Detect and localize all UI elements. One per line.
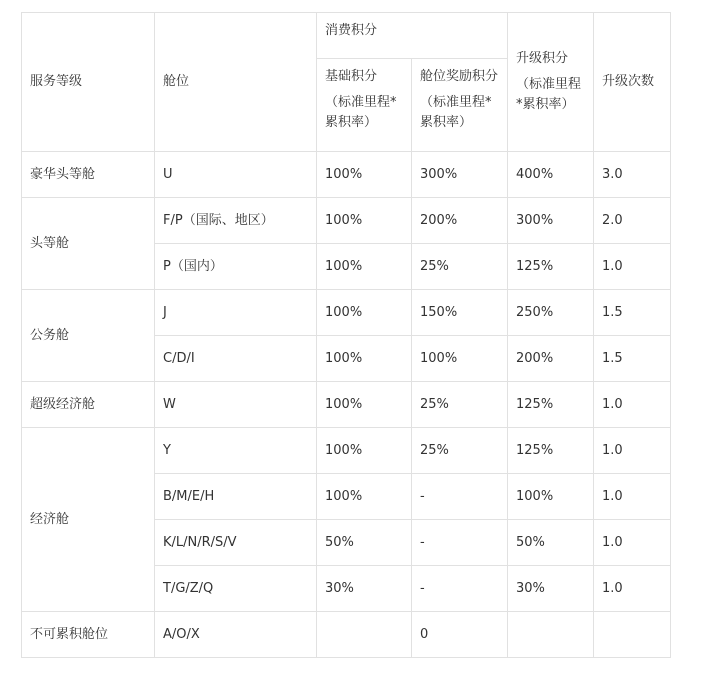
service-level-cell: 公务舱 <box>22 290 155 382</box>
base-points-cell: 100% <box>317 428 412 474</box>
cabin-cell: P（国内） <box>155 244 317 290</box>
base-points-note: （标准里程*累积率） <box>325 95 397 130</box>
upgrade-count-cell: 1.0 <box>594 382 671 428</box>
cabin-cell: A/O/X <box>155 612 317 658</box>
cabin-cell: U <box>155 152 317 198</box>
upgrade-points-cell <box>508 612 594 658</box>
table-row <box>22 152 671 198</box>
upgrade-count-cell <box>594 612 671 658</box>
upgrade-count-cell: 1.0 <box>594 244 671 290</box>
base-points-cell: 50% <box>317 520 412 566</box>
upgrade-points-label: 升级积分 <box>516 51 569 66</box>
upgrade-points-cell: 100% <box>508 474 594 520</box>
base-points-cell <box>317 612 412 658</box>
cabin-bonus-cell: 100% <box>412 336 508 382</box>
service-level-cell: 超级经济舱 <box>22 382 155 428</box>
upgrade-count-cell: 1.5 <box>594 336 671 382</box>
cabin-cell: Y <box>155 428 317 474</box>
base-points-cell: 100% <box>317 382 412 428</box>
table-row <box>22 290 671 336</box>
header-upgrade-count: 升级次数 <box>594 13 671 152</box>
upgrade-points-cell: 125% <box>508 428 594 474</box>
cabin-bonus-cell: 200% <box>412 198 508 244</box>
cabin-cell: C/D/I <box>155 336 317 382</box>
service-level-cell: 豪华头等舱 <box>22 152 155 198</box>
cabin-bonus-cell: 25% <box>412 428 508 474</box>
upgrade-points-cell: 30% <box>508 566 594 612</box>
cabin-cell: F/P（国际、地区） <box>155 198 317 244</box>
upgrade-count-cell: 1.5 <box>594 290 671 336</box>
upgrade-points-cell: 50% <box>508 520 594 566</box>
points-accrual-table <box>21 12 671 658</box>
upgrade-count-cell: 3.0 <box>594 152 671 198</box>
service-level-cell: 不可累积舱位 <box>22 612 155 658</box>
service-level-cell: 头等舱 <box>22 198 155 290</box>
upgrade-count-cell: 1.0 <box>594 474 671 520</box>
header-row-top <box>22 13 671 59</box>
cabin-bonus-cell: - <box>412 566 508 612</box>
upgrade-points-cell: 125% <box>508 244 594 290</box>
base-points-cell: 100% <box>317 152 412 198</box>
header-base-points <box>317 59 412 152</box>
cabin-bonus-cell: 0 <box>412 612 508 658</box>
cabin-bonus-note: （标准里程*累积率） <box>420 95 492 130</box>
upgrade-points-cell: 250% <box>508 290 594 336</box>
base-points-cell: 100% <box>317 474 412 520</box>
cabin-bonus-label: 舱位奖励积分 <box>420 69 499 84</box>
cabin-cell: J <box>155 290 317 336</box>
header-upgrade-points <box>508 13 594 152</box>
upgrade-points-cell: 400% <box>508 152 594 198</box>
base-points-cell: 30% <box>317 566 412 612</box>
cabin-cell: B/M/E/H <box>155 474 317 520</box>
table-row <box>22 428 671 474</box>
upgrade-count-cell: 1.0 <box>594 520 671 566</box>
cabin-bonus-cell: 25% <box>412 382 508 428</box>
upgrade-points-cell: 125% <box>508 382 594 428</box>
base-points-cell: 100% <box>317 198 412 244</box>
header-cabin: 舱位 <box>155 13 317 152</box>
service-level-cell: 经济舱 <box>22 428 155 612</box>
base-points-label: 基础积分 <box>325 69 378 84</box>
base-points-cell: 100% <box>317 336 412 382</box>
cabin-bonus-cell: 25% <box>412 244 508 290</box>
table-row <box>22 612 671 658</box>
upgrade-count-cell: 1.0 <box>594 428 671 474</box>
upgrade-points-cell: 300% <box>508 198 594 244</box>
upgrade-points-note: （标准里程*累积率） <box>516 77 582 112</box>
table-row <box>22 382 671 428</box>
upgrade-count-cell: 2.0 <box>594 198 671 244</box>
cabin-cell: W <box>155 382 317 428</box>
header-cabin-bonus-points <box>412 59 508 152</box>
header-service-level: 服务等级 <box>22 13 155 152</box>
cabin-bonus-cell: 300% <box>412 152 508 198</box>
cabin-bonus-cell: - <box>412 520 508 566</box>
header-consumption-points: 消费积分 <box>317 13 508 59</box>
cabin-cell: T/G/Z/Q <box>155 566 317 612</box>
cabin-bonus-cell: - <box>412 474 508 520</box>
upgrade-points-cell: 200% <box>508 336 594 382</box>
base-points-cell: 100% <box>317 290 412 336</box>
table-row <box>22 198 671 244</box>
cabin-cell: K/L/N/R/S/V <box>155 520 317 566</box>
upgrade-count-cell: 1.0 <box>594 566 671 612</box>
cabin-bonus-cell: 150% <box>412 290 508 336</box>
base-points-cell: 100% <box>317 244 412 290</box>
